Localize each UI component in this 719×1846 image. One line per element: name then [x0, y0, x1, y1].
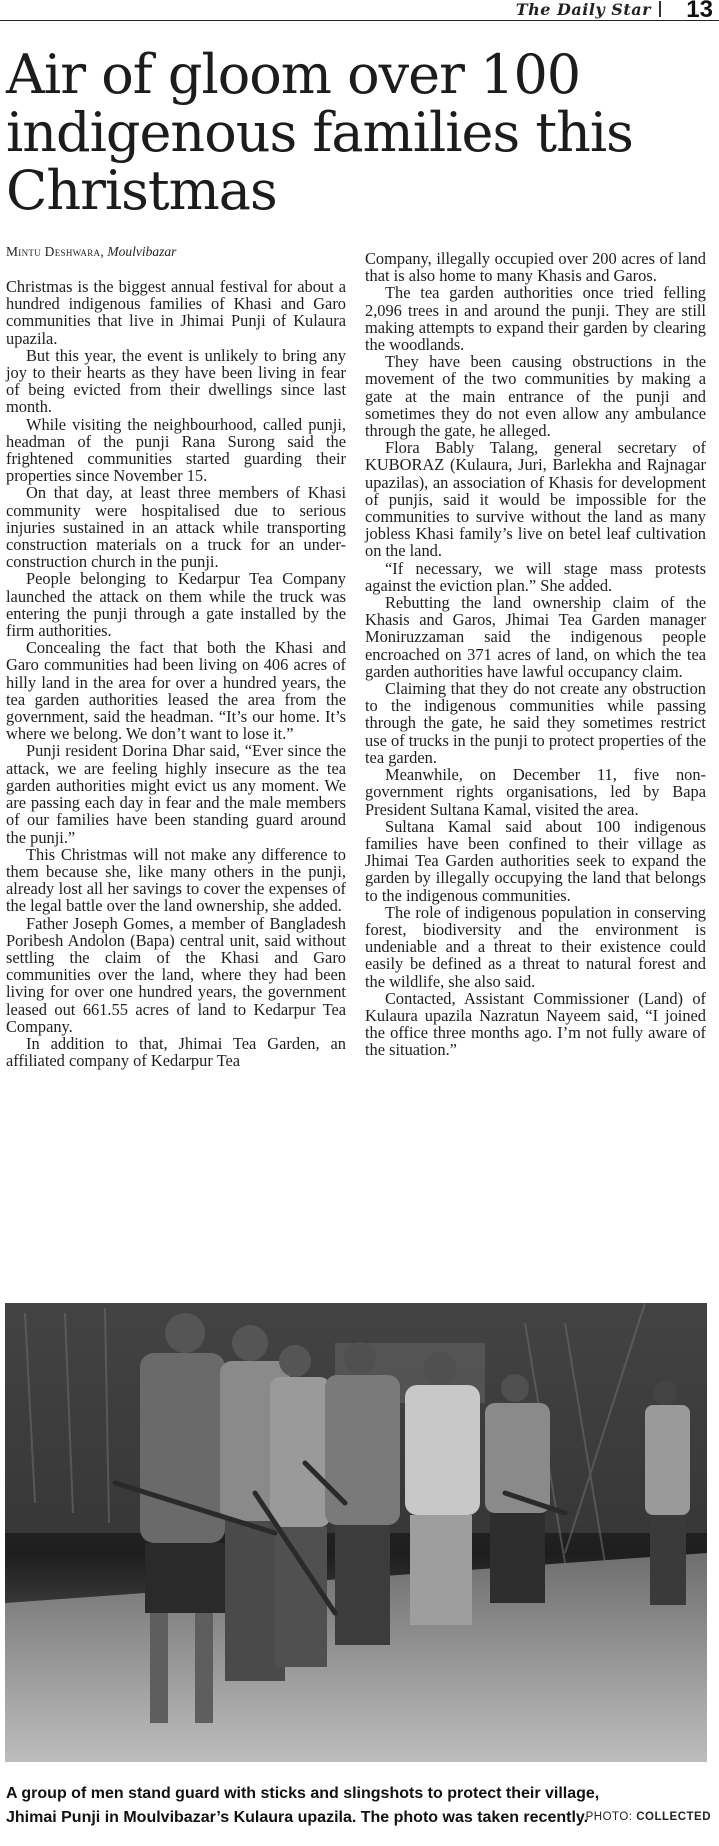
paragraph: People belonging to Kedarpur Tea Company launched the attack on them while the truck was entering the punji through a gate installed by the firm authorities.: [6, 569, 346, 641]
paragraph: Punji resident Dorina Dhar said, “Ever since the attack, we are feeling highly insecure as the tea garden authorities might evict us any moment. We are passing each day in fear and the male members of our families have been standing guard around the punji.”: [6, 741, 346, 847]
photo-caption: A group of men stand guard with sticks and slingshots to protect their village, Jhimai Punji in Moulvibazar’s Kulaura upazila. The photo was taken recently.: [6, 1785, 600, 1826]
byline-author: Mintu Deshwara,: [6, 244, 104, 259]
paragraph: Meanwhile, on December 11, five non-government rights organisations, led by Bapa President Sultana Kamal, visited the area.: [365, 765, 706, 819]
photo-credit-source: COLLECTED: [636, 1811, 711, 1823]
paragraph: The tea garden authorities once tried felling 2,096 trees in and around the punji. They are still making attempts to expand their garden by clearing the woodlands.: [365, 283, 706, 355]
photo-illustration: [5, 1303, 707, 1762]
paper-name: The Daily Star: [515, 0, 651, 19]
paragraph: “If necessary, we will stage mass protests against the eviction plan.” She added.: [365, 558, 706, 595]
paragraph: In addition to that, Jhimai Tea Garden, an affiliated company of Kedarpur Tea: [6, 1033, 346, 1071]
paragraph: On that day, at least three members of Khasi community were hospitalised due to serious injuries sustained in an attack while transporting construction materials on a truck for an under-construction church in the punji.: [6, 483, 346, 572]
paragraph: This Christmas will not make any difference to them because she, like many others in the punji, already lost all her savings to cover the expenses of the legal battle over the land ownership, she added.: [6, 844, 346, 916]
paragraph: Flora Bably Talang, general secretary of KUBORAZ (Kulaura, Juri, Barlekha and Rajnagar upazilas), an association of Khasis for development of punjis, said it would be impossible for the communities to survive without the land as many jobless Khasi family’s live on betel leaf cultivation on the land.: [365, 438, 706, 561]
masthead: [0, 0, 719, 21]
paragraph: Contacted, Assistant Commissioner (Land) of Kulaura upazila Nazratun Nayeem said, “I joined the office three months ago. I’m not fully aware of the situation.”: [365, 988, 706, 1060]
paragraph: While visiting the neighbourhood, called punji, headman of the punji Rana Surong said the frightened communities started guarding their properties since November 15.: [6, 414, 346, 486]
article-column-right: [365, 250, 706, 1059]
paragraph: Claiming that they do not create any obstruction to the indigenous communities while passing through the gate, he said they sometimes restrict use of trucks in the punji to protect properties of the tea garden.: [365, 679, 706, 767]
byline: [6, 244, 176, 260]
headline: Air of gloom over 100 indigenous families this Christmas: [6, 43, 633, 222]
masthead-divider: [659, 1, 661, 17]
photo-credit: [586, 1811, 711, 1823]
news-photo: [5, 1303, 707, 1762]
page-number: 13: [686, 0, 713, 23]
article-column-left: [6, 278, 346, 1069]
paragraph: They have been causing obstructions in the movement of the two communities by making a gate at the main entrance of the punji and sometimes they do not even allow any ambulance through the gate, he alleged.: [365, 352, 706, 441]
paragraph: The role of indigenous population in conserving forest, biodiversity and the environment is undeniable and a threat to their existence could easily be defined as a threat to natural forest and the wildlife, she also said.: [365, 902, 706, 991]
paragraph: Father Joseph Gomes, a member of Bangladesh Poribesh Andolon (Bapa) central unit, said without settling the claim of the Khasi and Garo communities over the land, where they had been living for over one hundred years, the government leased out 661.55 acres of land to Kedarpur Tea Company.: [6, 913, 346, 1036]
paragraph: But this year, the event is unlikely to bring any joy to their hearts as they have been living in fear of being evicted from their dwellings since last month.: [6, 345, 346, 417]
byline-location: Moulvibazar: [107, 244, 177, 259]
paragraph: Company, illegally occupied over 200 acres of land that is also home to many Khasis and Garos.: [365, 249, 706, 286]
paragraph: Concealing the fact that both the Khasi and Garo communities had been living on 406 acres of hilly land in the area for over a hundred years, the tea garden authorities leased the area from the government, said the headman. “It’s our home. It’s where we belong. We don’t want to lose it.”: [6, 638, 346, 744]
paragraph: Christmas is the biggest annual festival for about a hundred indigenous families of Khasi and Garo communities that live in Jhimai Punji of Kulaura upazila.: [6, 277, 346, 348]
paragraph: Rebutting the land ownership claim of the Khasis and Garos, Jhimai Tea Garden manager Moniruzzaman said the indigenous people encroached on 371 acres of land, on which the tea garden authorities have lawful occupancy claim.: [365, 593, 706, 681]
paragraph: Sultana Kamal said about 100 indigenous families have been confined to their village as Jhimai Tea Garden authorities seek to expand the garden by illegally occupying the land that belongs to the indigenous communities.: [365, 816, 706, 905]
photo-credit-label: PHOTO:: [585, 1811, 633, 1823]
